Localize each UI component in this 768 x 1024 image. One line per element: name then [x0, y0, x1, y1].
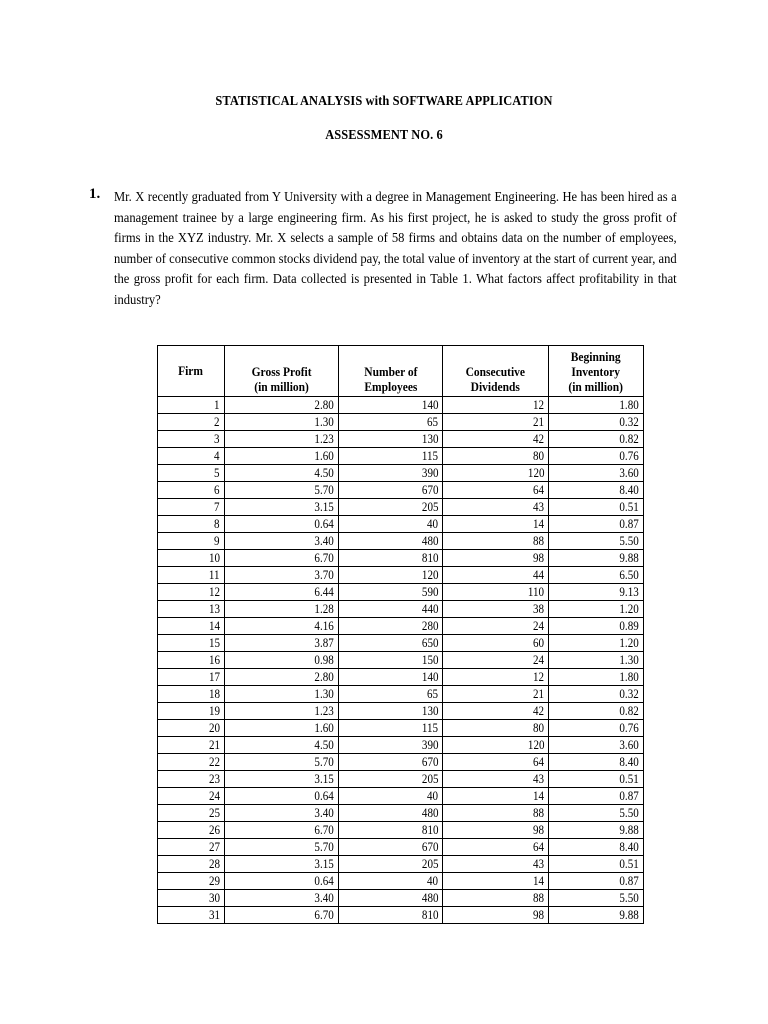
gross-profit-cell: 3.87 [224, 635, 338, 652]
employees-cell: 670 [338, 839, 443, 856]
gross-profit-cell: 5.70 [224, 839, 338, 856]
question-text: Mr. X recently graduated from Y University with a degree in Management Engineering. He has been hired as a management trainee by a large engineering firm. As his first project, he is asked to study the gross profit of firms in the XYZ industry. Mr. X selects a sample of 58 firms and obtains data on the number of employees, number of consecutive common stocks dividend pay, the total value of inventory at the start of current year, and the gross profit for each firm. Data collected is presented in Table 1. What factors affect profitability in that industry? [114, 189, 677, 307]
employees-cell: 140 [338, 669, 443, 686]
dividends-cell: 98 [443, 907, 549, 924]
dividends-cell: 38 [443, 601, 549, 618]
table-row [158, 601, 644, 618]
dividends-cell: 64 [443, 839, 549, 856]
firm-cell: 2 [158, 414, 225, 431]
table-row [158, 550, 644, 567]
inventory-cell: 0.51 [549, 856, 644, 873]
header-employees: Number of Employees [338, 346, 443, 397]
inventory-cell: 0.76 [549, 448, 644, 465]
firm-cell: 4 [158, 448, 225, 465]
table-row [158, 669, 644, 686]
gross-profit-cell: 1.23 [224, 431, 338, 448]
inventory-cell: 0.51 [549, 499, 644, 516]
dividends-cell: 24 [443, 652, 549, 669]
inventory-cell: 0.89 [549, 618, 644, 635]
inventory-cell: 0.32 [549, 686, 644, 703]
table-row [158, 618, 644, 635]
gross-profit-cell: 6.70 [224, 822, 338, 839]
gross-profit-cell: 1.30 [224, 414, 338, 431]
inventory-cell: 3.60 [549, 465, 644, 482]
gross-profit-cell: 3.15 [224, 771, 338, 788]
employees-cell: 480 [338, 890, 443, 907]
inventory-cell: 1.20 [549, 635, 644, 652]
dividends-cell: 88 [443, 805, 549, 822]
dividends-cell: 110 [443, 584, 549, 601]
gross-profit-cell: 0.64 [224, 788, 338, 805]
firm-cell: 31 [158, 907, 225, 924]
table-row [158, 873, 644, 890]
table-row [158, 890, 644, 907]
gross-profit-cell: 1.60 [224, 448, 338, 465]
header-gross-profit: Gross Profit (in million) [224, 346, 338, 397]
gross-profit-cell: 3.40 [224, 805, 338, 822]
table-row [158, 397, 644, 414]
employees-cell: 480 [338, 533, 443, 550]
table-header [158, 346, 644, 397]
inventory-cell: 1.80 [549, 669, 644, 686]
gross-profit-cell: 4.16 [224, 618, 338, 635]
dividends-cell: 14 [443, 873, 549, 890]
firm-cell: 27 [158, 839, 225, 856]
employees-cell: 130 [338, 431, 443, 448]
firm-cell: 28 [158, 856, 225, 873]
firm-cell: 17 [158, 669, 225, 686]
gross-profit-cell: 2.80 [224, 397, 338, 414]
gross-profit-cell: 2.80 [224, 669, 338, 686]
inventory-cell: 0.82 [549, 431, 644, 448]
table-row [158, 465, 644, 482]
dividends-cell: 43 [443, 771, 549, 788]
inventory-cell: 9.88 [549, 822, 644, 839]
employees-cell: 205 [338, 499, 443, 516]
gross-profit-cell: 1.30 [224, 686, 338, 703]
employees-cell: 480 [338, 805, 443, 822]
employees-cell: 390 [338, 465, 443, 482]
dividends-cell: 42 [443, 703, 549, 720]
inventory-cell: 8.40 [549, 839, 644, 856]
dividends-cell: 43 [443, 856, 549, 873]
table-row [158, 516, 644, 533]
firm-cell: 29 [158, 873, 225, 890]
dividends-cell: 64 [443, 754, 549, 771]
table-row [158, 754, 644, 771]
table-row [158, 584, 644, 601]
table-row [158, 822, 644, 839]
document-title: STATISTICAL ANALYSIS with SOFTWARE APPLICATION [215, 93, 553, 108]
table-row [158, 686, 644, 703]
employees-cell: 130 [338, 703, 443, 720]
header-dividends: Consecutive Dividends [443, 346, 549, 397]
inventory-cell: 0.76 [549, 720, 644, 737]
firm-cell: 6 [158, 482, 225, 499]
dividends-cell: 44 [443, 567, 549, 584]
gross-profit-cell: 3.40 [224, 533, 338, 550]
employees-cell: 590 [338, 584, 443, 601]
employees-cell: 115 [338, 720, 443, 737]
gross-profit-cell: 3.15 [224, 499, 338, 516]
data-table [157, 345, 644, 924]
gross-profit-cell: 4.50 [224, 465, 338, 482]
table-row [158, 703, 644, 720]
inventory-cell: 0.87 [549, 516, 644, 533]
table-body [158, 397, 644, 924]
employees-cell: 670 [338, 754, 443, 771]
firm-cell: 25 [158, 805, 225, 822]
dividends-cell: 120 [443, 737, 549, 754]
firm-cell: 26 [158, 822, 225, 839]
employees-cell: 390 [338, 737, 443, 754]
dividends-cell: 14 [443, 516, 549, 533]
employees-cell: 440 [338, 601, 443, 618]
employees-cell: 65 [338, 414, 443, 431]
firm-cell: 22 [158, 754, 225, 771]
employees-cell: 115 [338, 448, 443, 465]
firm-cell: 12 [158, 584, 225, 601]
inventory-cell: 9.88 [549, 907, 644, 924]
firm-cell: 8 [158, 516, 225, 533]
table-row [158, 907, 644, 924]
gross-profit-cell: 3.15 [224, 856, 338, 873]
firm-cell: 11 [158, 567, 225, 584]
firm-cell: 30 [158, 890, 225, 907]
gross-profit-cell: 5.70 [224, 754, 338, 771]
table-row [158, 720, 644, 737]
inventory-cell: 1.30 [549, 652, 644, 669]
dividends-cell: 88 [443, 890, 549, 907]
gross-profit-cell: 6.70 [224, 907, 338, 924]
gross-profit-cell: 0.98 [224, 652, 338, 669]
dividends-cell: 43 [443, 499, 549, 516]
table-row [158, 414, 644, 431]
firm-cell: 9 [158, 533, 225, 550]
question-number: 1. [89, 186, 101, 202]
inventory-cell: 9.13 [549, 584, 644, 601]
table-row [158, 499, 644, 516]
table-row [158, 788, 644, 805]
firm-cell: 5 [158, 465, 225, 482]
firm-cell: 13 [158, 601, 225, 618]
gross-profit-cell: 0.64 [224, 516, 338, 533]
header-firm: Firm [158, 346, 225, 397]
dividends-cell: 98 [443, 822, 549, 839]
dividends-cell: 60 [443, 635, 549, 652]
dividends-cell: 12 [443, 397, 549, 414]
inventory-cell: 5.50 [549, 890, 644, 907]
firm-cell: 16 [158, 652, 225, 669]
employees-cell: 65 [338, 686, 443, 703]
firm-cell: 19 [158, 703, 225, 720]
inventory-cell: 8.40 [549, 754, 644, 771]
employees-cell: 205 [338, 771, 443, 788]
inventory-cell: 0.82 [549, 703, 644, 720]
table-row [158, 567, 644, 584]
table-row [158, 856, 644, 873]
inventory-cell: 3.60 [549, 737, 644, 754]
gross-profit-cell: 1.23 [224, 703, 338, 720]
inventory-cell: 0.32 [549, 414, 644, 431]
employees-cell: 810 [338, 550, 443, 567]
dividends-cell: 120 [443, 465, 549, 482]
gross-profit-cell: 0.64 [224, 873, 338, 890]
gross-profit-cell: 3.40 [224, 890, 338, 907]
firm-cell: 14 [158, 618, 225, 635]
gross-profit-cell: 6.44 [224, 584, 338, 601]
table-row [158, 635, 644, 652]
dividends-cell: 80 [443, 720, 549, 737]
table-row [158, 448, 644, 465]
inventory-cell: 5.50 [549, 805, 644, 822]
dividends-cell: 24 [443, 618, 549, 635]
employees-cell: 650 [338, 635, 443, 652]
dividends-cell: 88 [443, 533, 549, 550]
table-row [158, 533, 644, 550]
employees-cell: 205 [338, 856, 443, 873]
firm-cell: 1 [158, 397, 225, 414]
firm-cell: 18 [158, 686, 225, 703]
firm-cell: 7 [158, 499, 225, 516]
inventory-cell: 1.20 [549, 601, 644, 618]
employees-cell: 120 [338, 567, 443, 584]
inventory-cell: 6.50 [549, 567, 644, 584]
table-row [158, 482, 644, 499]
employees-cell: 40 [338, 873, 443, 890]
firm-cell: 15 [158, 635, 225, 652]
header-inventory: Beginning Inventory (in million) [549, 346, 644, 397]
firm-cell: 20 [158, 720, 225, 737]
firm-cell: 10 [158, 550, 225, 567]
employees-cell: 40 [338, 788, 443, 805]
inventory-cell: 0.87 [549, 873, 644, 890]
dividends-cell: 14 [443, 788, 549, 805]
table-row [158, 431, 644, 448]
table-row [158, 771, 644, 788]
firm-cell: 3 [158, 431, 225, 448]
employees-cell: 150 [338, 652, 443, 669]
employees-cell: 40 [338, 516, 443, 533]
gross-profit-cell: 4.50 [224, 737, 338, 754]
dividends-cell: 12 [443, 669, 549, 686]
dividends-cell: 80 [443, 448, 549, 465]
gross-profit-cell: 3.70 [224, 567, 338, 584]
dividends-cell: 21 [443, 686, 549, 703]
employees-cell: 810 [338, 907, 443, 924]
inventory-cell: 1.80 [549, 397, 644, 414]
gross-profit-cell: 1.60 [224, 720, 338, 737]
employees-cell: 280 [338, 618, 443, 635]
table-row [158, 839, 644, 856]
gross-profit-cell: 6.70 [224, 550, 338, 567]
firm-cell: 24 [158, 788, 225, 805]
table-header-row [158, 346, 644, 397]
gross-profit-cell: 5.70 [224, 482, 338, 499]
dividends-cell: 98 [443, 550, 549, 567]
table-row [158, 652, 644, 669]
inventory-cell: 5.50 [549, 533, 644, 550]
inventory-cell: 0.51 [549, 771, 644, 788]
dividends-cell: 42 [443, 431, 549, 448]
firm-cell: 23 [158, 771, 225, 788]
employees-cell: 140 [338, 397, 443, 414]
gross-profit-cell: 1.28 [224, 601, 338, 618]
employees-cell: 810 [338, 822, 443, 839]
document-subtitle: ASSESSMENT NO. 6 [325, 127, 443, 142]
table-row [158, 805, 644, 822]
firm-cell: 21 [158, 737, 225, 754]
inventory-cell: 9.88 [549, 550, 644, 567]
employees-cell: 670 [338, 482, 443, 499]
inventory-cell: 8.40 [549, 482, 644, 499]
inventory-cell: 0.87 [549, 788, 644, 805]
dividends-cell: 64 [443, 482, 549, 499]
table-row [158, 737, 644, 754]
dividends-cell: 21 [443, 414, 549, 431]
